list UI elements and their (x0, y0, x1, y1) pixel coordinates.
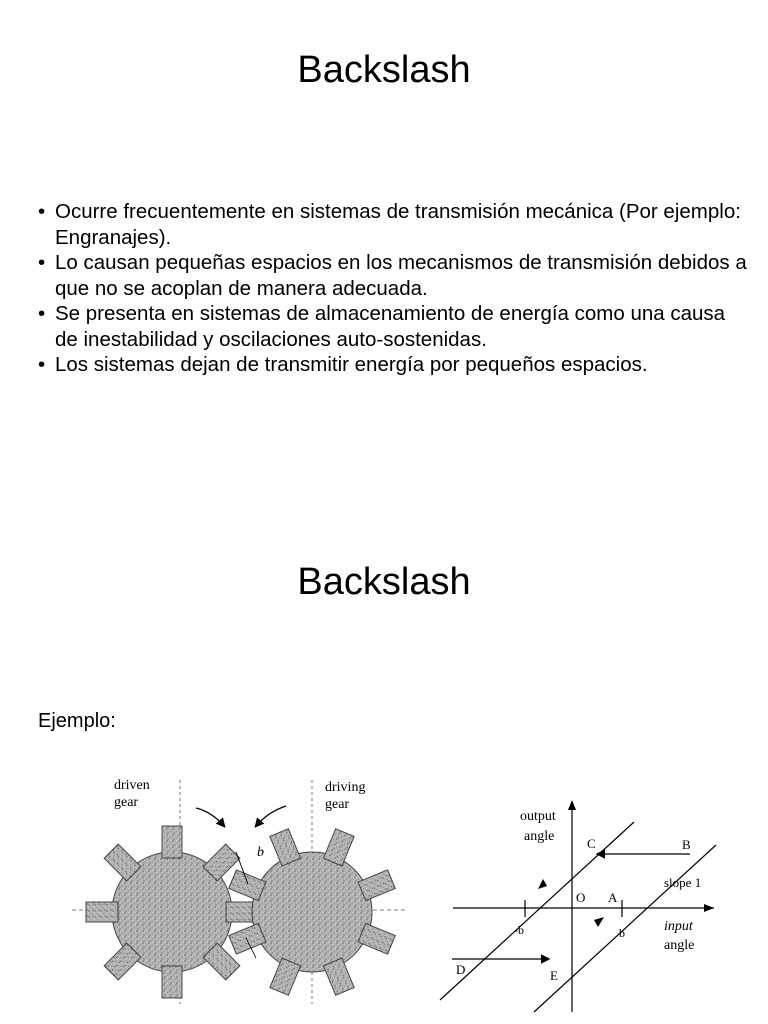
x-axis-arrow-icon (704, 904, 714, 912)
y-axis-label-1: output (520, 809, 556, 824)
slide-2 (0, 512, 768, 1024)
driven-gear-label-2: gear (114, 795, 139, 810)
backlash-graph (440, 800, 716, 1012)
figure-canvas (0, 512, 768, 1024)
driven-rotation-arrow (196, 808, 224, 826)
x-axis-label-2: angle (664, 938, 695, 953)
point-A-label: A (608, 890, 618, 905)
bullet-item-2: • Lo causan pequeñas espacios en los mecanismos de transmisión debidos a que no se acoplan de manera adecuada. (38, 250, 753, 301)
bullet-item-1: • Ocurre frecuentemente en sistemas de transmisión mecánica (Por ejemplo: Engranajes). (38, 199, 753, 250)
bullet-list (38, 199, 753, 378)
right-slope-arrow-icon (594, 917, 604, 927)
pos-b-label: b (619, 926, 625, 940)
gap-label: b (257, 845, 264, 860)
slide-1-title: Backslash (297, 49, 471, 91)
neg-b-label: -b (514, 923, 524, 937)
left-slope-arrow-icon (538, 879, 547, 889)
y-axis-arrow-icon (568, 800, 576, 810)
origin-label: O (576, 890, 586, 905)
left-slope-line (440, 822, 634, 1000)
slide-2-title: Backslash (297, 561, 471, 603)
point-B-label: B (682, 837, 691, 852)
point-C-label: C (587, 836, 596, 851)
driving-gear (229, 829, 396, 996)
point-E-label: E (550, 968, 558, 983)
slope-label: slope 1 (664, 875, 702, 890)
driving-rotation-arrow (256, 806, 286, 826)
y-axis-label-2: angle (524, 829, 555, 844)
example-label: Ejemplo: (38, 710, 116, 732)
driven-gear-label-1: driven (114, 778, 150, 793)
driving-gear-label-1: driving (325, 780, 366, 795)
gear-illustration (72, 778, 408, 1004)
x-axis-label-1: input (664, 919, 693, 934)
driving-gear-label-2: gear (325, 797, 350, 812)
bullet-item-4: • Los sistemas dejan de transmitir energía por pequeños espacios. (38, 352, 753, 378)
point-D-label: D (456, 962, 466, 977)
driven-gear (86, 826, 258, 998)
bullet-item-3: • Se presenta en sistemas de almacenamiento de energía como una causa de inestabilidad y oscilaciones auto-sostenidas. (38, 301, 753, 352)
